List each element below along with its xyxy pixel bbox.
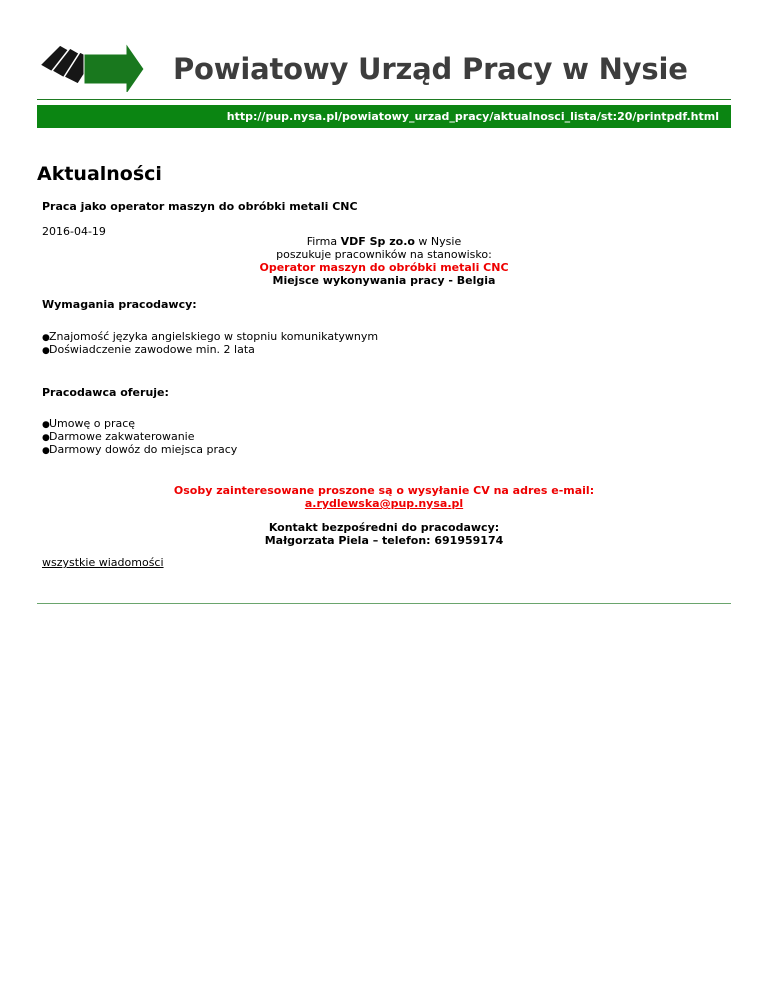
bullet-icon: ● xyxy=(42,333,50,343)
list-item xyxy=(42,430,237,443)
job-position: Operator maszyn do obróbki metali CNC xyxy=(259,261,509,274)
offers-list xyxy=(42,417,237,456)
arrow-documents-logo-icon xyxy=(38,40,146,96)
cv-note: Osoby zainteresowane proszone są o wysyłanie CV na adres e-mail: xyxy=(173,484,595,497)
contact-heading: Kontakt bezpośredni do pracodawcy: xyxy=(268,521,500,534)
header-divider xyxy=(37,99,731,100)
page-url-bar: http://pup.nysa.pl/powiatowy_urzad_pracy/aktualnosci_lista/st:20/printpdf.html xyxy=(37,105,731,128)
email-line xyxy=(0,497,768,510)
all-news-link[interactable]: wszystkie wiadomości xyxy=(42,556,164,569)
bullet-icon: ● xyxy=(42,420,50,430)
workplace: Miejsce wykonywania pracy - Belgia xyxy=(272,274,496,287)
intro-line-2: poszukuje pracowników na stanowisko: xyxy=(276,248,492,261)
intro-line-1 xyxy=(0,235,768,248)
requirements-heading: Wymagania pracodawcy: xyxy=(42,298,197,311)
offers-heading: Pracodawca oferuje: xyxy=(42,386,169,399)
requirements-list xyxy=(42,330,378,356)
list-item xyxy=(42,417,237,430)
intro-suffix: w Nysie xyxy=(414,235,462,248)
list-item-text: Umowę o pracę xyxy=(49,417,136,430)
email-link[interactable]: a.rydlewska@pup.nysa.pl xyxy=(304,497,464,510)
contact-person: Małgorzata Piela – telefon: 691959174 xyxy=(264,534,504,547)
site-title: Powiatowy Urząd Pracy w Nysie xyxy=(173,52,688,86)
list-item xyxy=(42,443,237,456)
list-item-text: Darmowe zakwaterowanie xyxy=(49,430,195,443)
bullet-icon: ● xyxy=(42,346,50,356)
article-date: 2016-04-19 xyxy=(42,225,106,238)
bullet-icon: ● xyxy=(42,433,50,443)
list-item xyxy=(42,343,378,356)
list-item-text: Doświadczenie zawodowe min. 2 lata xyxy=(49,343,255,356)
bullet-icon: ● xyxy=(42,446,50,456)
company-name: VDF Sp zo.o xyxy=(340,235,415,248)
page-header xyxy=(0,0,768,100)
article-title: Praca jako operator maszyn do obróbki metali CNC xyxy=(42,200,358,213)
list-item xyxy=(42,330,378,343)
page-title: Aktualności xyxy=(37,163,162,185)
footer-divider xyxy=(37,603,731,604)
list-item-text: Darmowy dowóz do miejsca pracy xyxy=(49,443,238,456)
intro-prefix: Firma xyxy=(306,235,341,248)
list-item-text: Znajomość języka angielskiego w stopniu komunikatywnym xyxy=(49,330,379,343)
